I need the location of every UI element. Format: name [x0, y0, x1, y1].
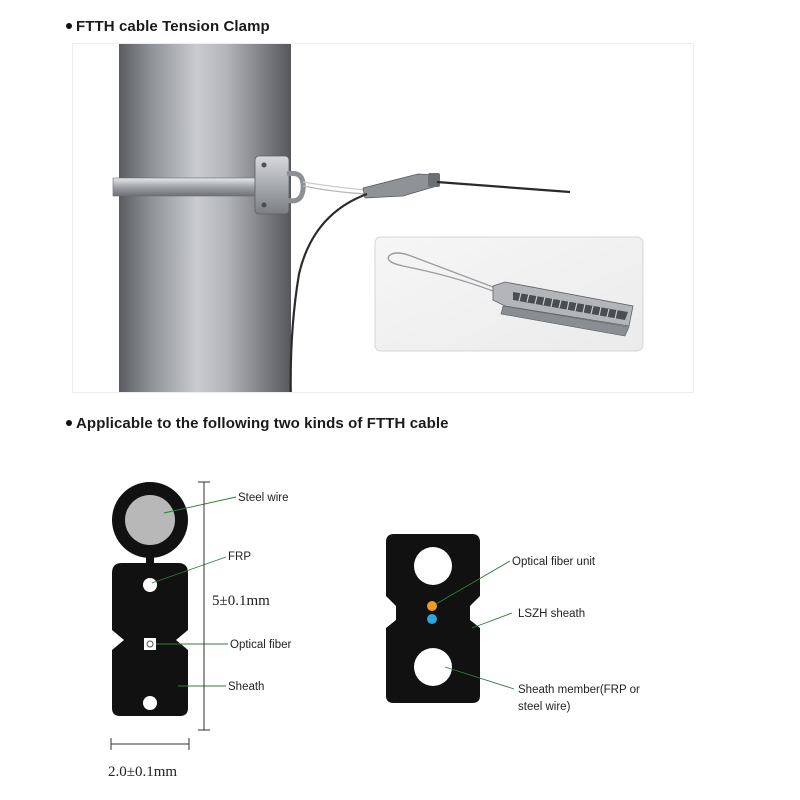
height-dimension-label: 5±0.1mm	[212, 593, 270, 609]
width-dimension-label: 2.0±0.1mm	[108, 764, 178, 780]
label-sheath-member-line1: Sheath member(FRP or	[518, 684, 640, 696]
pole	[119, 44, 291, 392]
leader-optical-fiber-unit	[436, 561, 510, 604]
frp-strength-member-lower	[143, 696, 157, 710]
label-lszh-sheath: LSZH sheath	[518, 608, 586, 620]
pole-clamp-illustration	[73, 44, 693, 392]
fiber-orange	[427, 601, 437, 611]
cable1-sheath-body	[112, 563, 188, 716]
strength-member-top	[414, 547, 452, 585]
leader-steel-wire	[164, 497, 236, 513]
cable1-cross-section	[108, 482, 292, 780]
label-frp: FRP	[228, 551, 251, 563]
messenger-circle	[112, 482, 188, 558]
bullet-icon	[66, 420, 72, 426]
label-optical-fiber: Optical fiber	[230, 639, 292, 651]
bullet-icon	[66, 23, 72, 29]
label-sheath-member-line2: steel wire)	[518, 701, 571, 713]
drop-cable-down	[291, 194, 367, 392]
frp-strength-member	[143, 578, 157, 592]
pole-bracket	[255, 156, 289, 214]
optical-fiber-square	[144, 638, 156, 650]
bracket-bolt	[262, 163, 267, 168]
tension-clamp-photo	[72, 43, 694, 393]
wedge-clamp-body	[363, 174, 437, 198]
drop-cable	[437, 182, 570, 192]
applicable-cables-heading: Applicable to the following two kinds of FTTH cable	[66, 415, 449, 432]
leader-frp	[152, 557, 226, 583]
fiber-blue	[427, 614, 437, 624]
cable2-cross-section	[386, 534, 640, 713]
label-steel-wire: Steel wire	[238, 492, 289, 504]
tension-clamp-heading: FTTH cable Tension Clamp	[66, 18, 270, 35]
label-optical-fiber-unit: Optical fiber unit	[512, 556, 596, 568]
label-sheath: Sheath	[228, 681, 265, 693]
steel-band-strap	[113, 178, 263, 196]
leader-sheath-member	[445, 667, 514, 689]
steel-wire-core	[125, 495, 175, 545]
leader-lszh-sheath	[472, 613, 512, 628]
clamp-bail-wire	[303, 186, 365, 194]
cable2-sheath-body	[386, 534, 480, 703]
bracket-bolt	[262, 203, 267, 208]
strength-member-bottom	[414, 648, 452, 686]
